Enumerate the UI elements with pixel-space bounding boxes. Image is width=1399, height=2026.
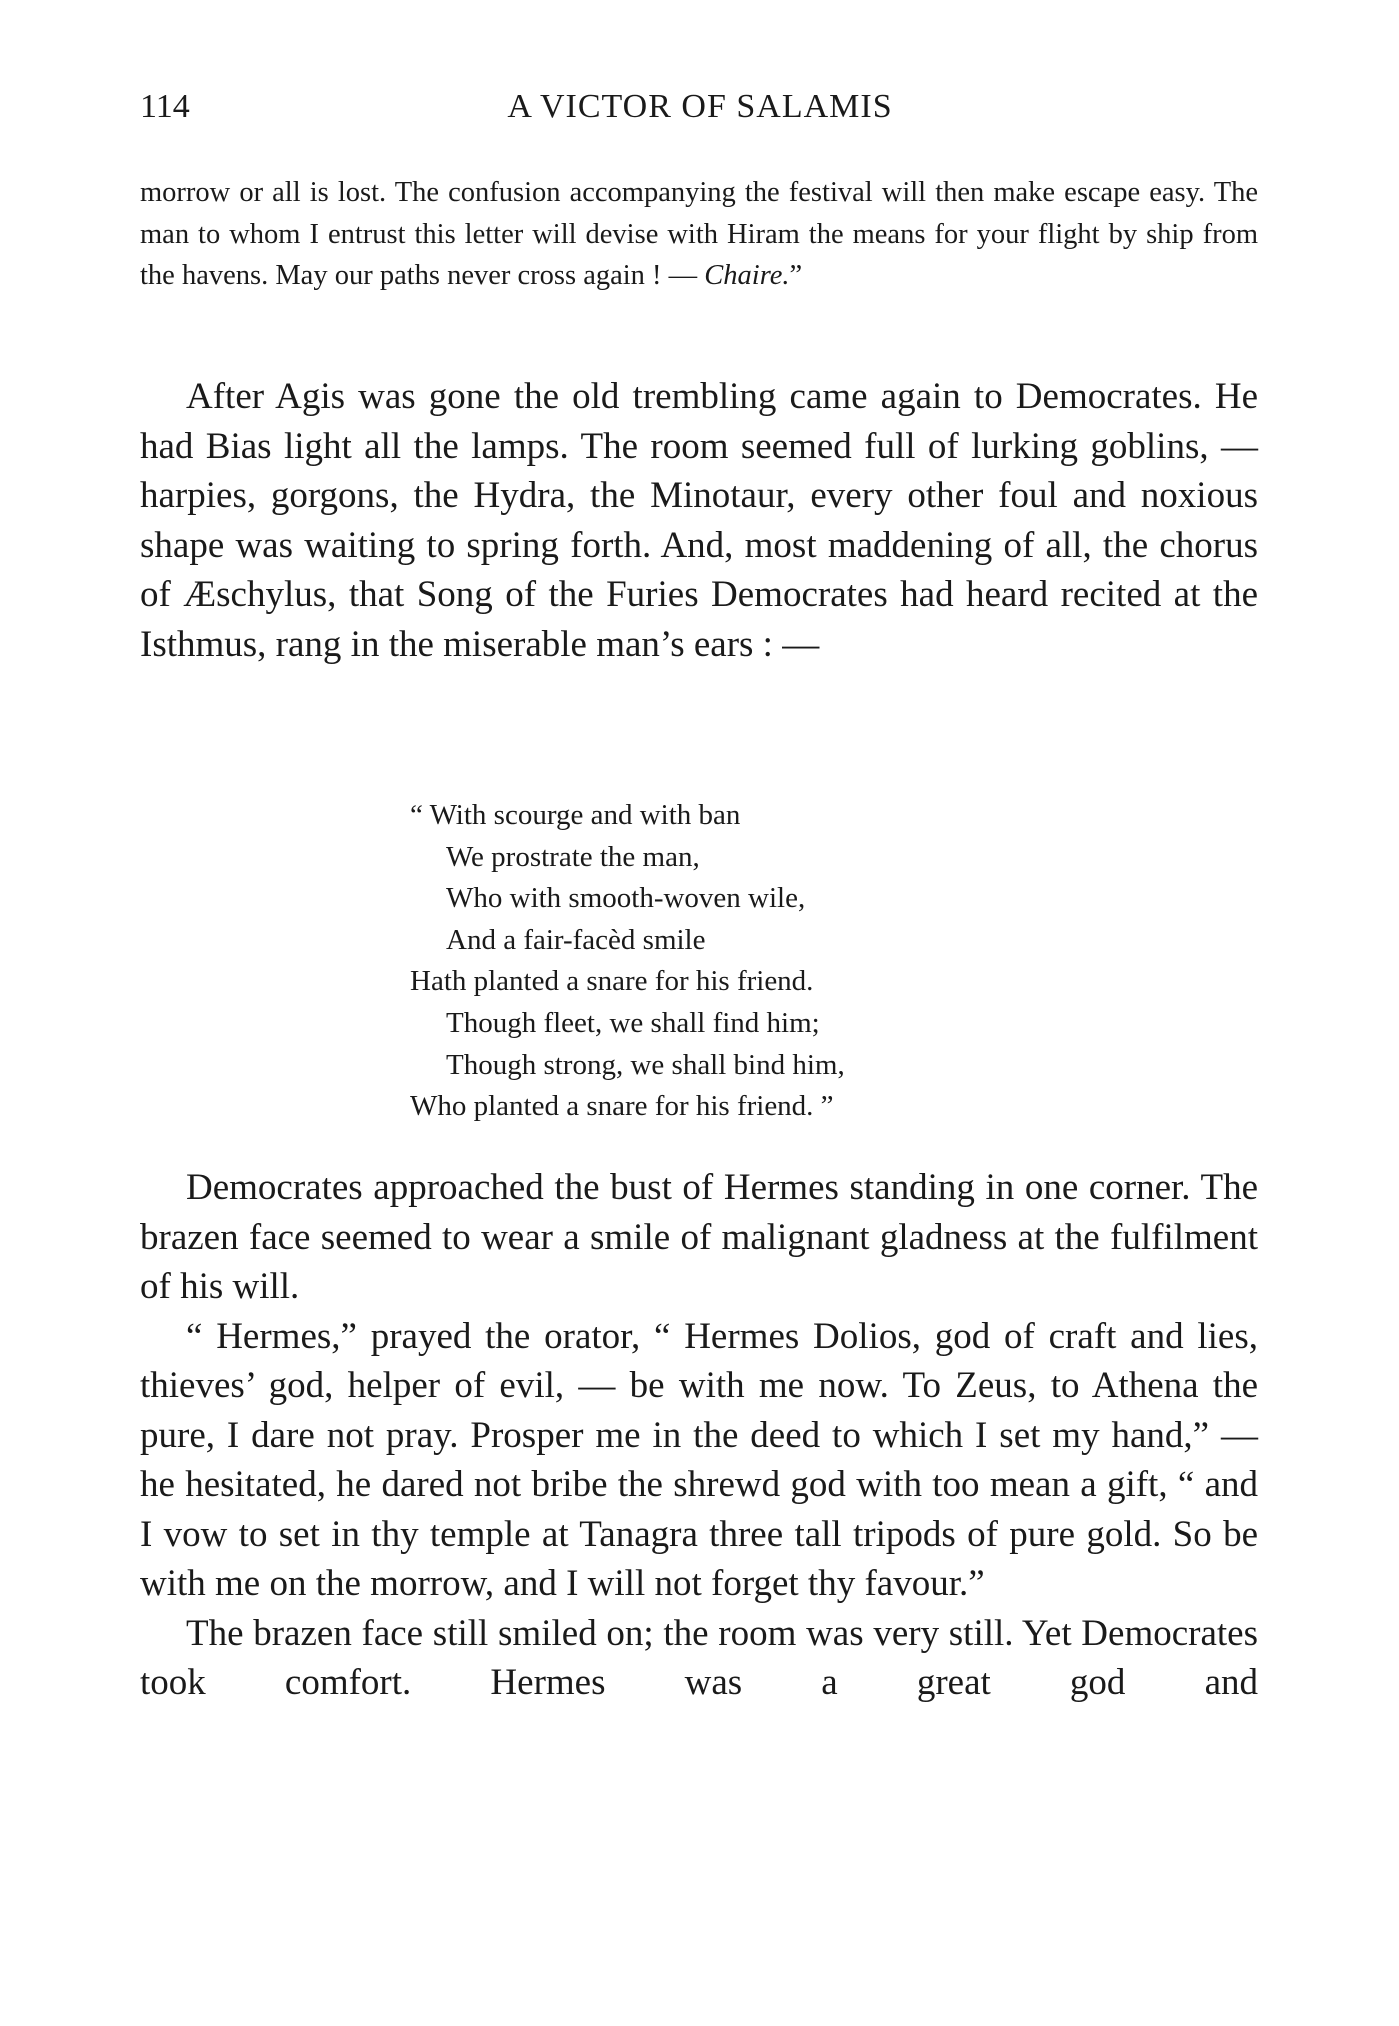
paragraph: “ Hermes,” prayed the orator, “ Hermes Dolios, god of craft and lies, thieves’ god, helper of evil, — be with me now. To Zeus, to Athena the pure, I dare not pray. Prosper me in the deed to which I set my hand,” — he hesitated, he dared not bribe the shrewd god with too mean a gift, “ and I vow to set in thy temple at Tanagra three tall tripods of pure gold. So be with me on the morrow, and I will not forget thy favour.” (140, 1315, 1258, 1604)
paragraph-block-1 (140, 372, 1258, 669)
page-number: 114 (140, 88, 190, 125)
verse-line: Though fleet, we shall find him; (446, 1006, 820, 1039)
verse-line: Who with smooth-woven wile, (446, 882, 806, 915)
letter-closing: Chaire. (704, 260, 790, 291)
verse-line: Though strong, we shall bind him, (446, 1048, 845, 1081)
letter-closing-quote: ” (789, 260, 803, 291)
verse-line: “ With scourge and with ban (410, 799, 741, 831)
running-title: A VICTOR OF SALAMIS (507, 88, 893, 125)
verse-line: Hath planted a snare for his friend. (410, 965, 814, 998)
verse-line: We prostrate the man, (446, 840, 700, 873)
paragraph: After Agis was gone the old trembling came again to Democrates. He had Bias light all the lamps. The room seemed full of lurking goblins, — harpies, gorgons, the Hydra, the Minotaur, every other foul and noxious shape was waiting to spring forth. And, most maddening of all, the chorus of Æschylus, that Song of the Furies Democrates had heard recited at the Isthmus, rang in the miserable man’s ears : — (140, 376, 1258, 665)
verse-quotation (410, 795, 845, 1128)
page-header (140, 88, 1260, 138)
verse-line: Who planted a snare for his friend. ” (410, 1090, 834, 1123)
verse-line: And a fair-facèd smile (446, 923, 706, 956)
letter-excerpt (140, 172, 1258, 297)
paragraph: Democrates approached the bust of Hermes standing in one corner. The brazen face seemed to wear a smile of malignant gladness at the fulfilment of his will. (140, 1167, 1258, 1307)
paragraph-block-2 (140, 1163, 1258, 1708)
paragraph: The brazen face still smiled on; the room was very still. Yet Democrates took comfort. Hermes was a great god and (140, 1612, 1258, 1703)
letter-body: morrow or all is lost. The confusion accompanying the festival will then make escape easy. The man to whom I entrust this letter will devise with Hiram the means for your flight by ship from the havens. May our paths never cross again ! — (140, 177, 1258, 291)
letter-text (140, 172, 1258, 297)
